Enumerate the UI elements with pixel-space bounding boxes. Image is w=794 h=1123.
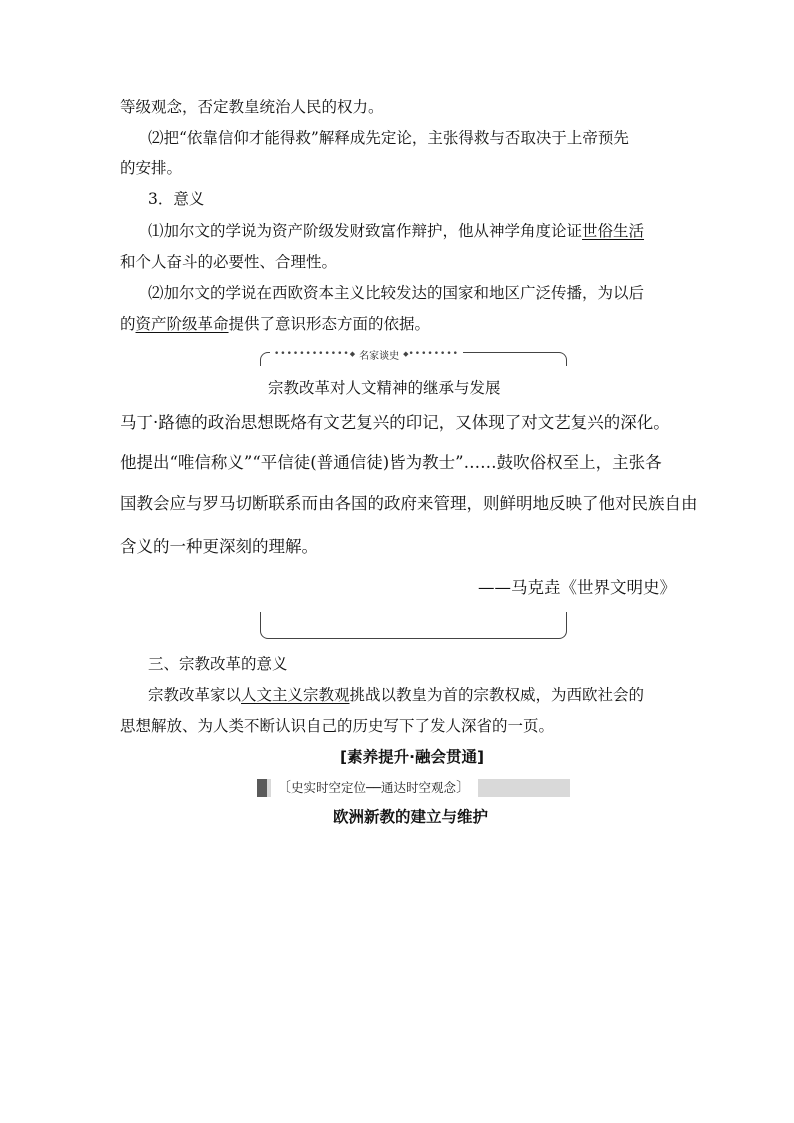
text-line: 的安排。: [120, 159, 183, 177]
quote-line: 含义的一种更深刻的理解。: [120, 537, 318, 556]
quote-badge: [270, 346, 463, 362]
banner-label: [271, 779, 478, 797]
banner-accent: [257, 779, 267, 797]
dots-left: ••••••••••••: [274, 349, 350, 359]
quote-frame-bottom: [260, 612, 567, 639]
quote-line: 他提出“唯信称义”“平信徒(普通信徒)皆为教士”……鼓吹俗权至上，主张各: [120, 453, 662, 472]
text-line: [148, 221, 644, 241]
badge-label: 名家谈史: [359, 350, 400, 362]
diamond-icon: ◆: [403, 350, 409, 358]
quote-title: 宗教改革对人文精神的继承与发展: [268, 379, 501, 397]
bracket-right: 〕: [456, 780, 471, 796]
bracket-left: 〔: [277, 780, 291, 796]
banner-text: 史实时空定位──通达时空观念: [291, 780, 457, 795]
text-span: 提供了意识形态方面的依据。: [228, 315, 431, 333]
text-span: 挑战以教皇为首的宗教权威，为西欧社会的: [349, 686, 645, 704]
quote-line: 国教会应与罗马切断联系而由各国的政府来管理，则鲜明地反映了他对民族自由: [120, 494, 698, 513]
banner: [257, 779, 570, 797]
quote-source: ——马克垚《世界文明史》: [478, 578, 676, 597]
text-line: 和个人奋斗的必要性、合理性。: [120, 253, 338, 271]
quote-line: 马丁·路德的政治思想既烙有文艺复兴的印记，又体现了对文艺复兴的深化。: [120, 413, 670, 432]
text-span: ⑴加尔文的学说为资产阶级发财致富作辩护，他从神学角度论证: [148, 222, 583, 240]
text-line: ⑵把“依靠信仰才能得救”解释成先定论，主张得救与否取决于上帝预先: [148, 129, 629, 147]
promo-title: [素养提升·融会贯通]: [340, 748, 485, 766]
dots-right: ••••••••: [408, 349, 459, 359]
text-line: [120, 314, 430, 334]
text-line: [148, 685, 644, 705]
promo-subtitle: 欧洲新教的建立与维护: [333, 808, 489, 826]
section-heading: 三、宗教改革的意义: [148, 655, 288, 673]
text-span: 的: [120, 315, 136, 333]
underlined-term: 世俗生活: [582, 222, 645, 240]
section-heading: 3．意义: [148, 190, 205, 208]
text-span: 宗教改革家以: [148, 686, 242, 704]
text-line: 思想解放、为人类不断认识自己的历史写下了发人深省的一页。: [120, 717, 555, 735]
diamond-icon: ◆: [349, 350, 356, 358]
text-line: 等级观念，否定教皇统治人民的权力。: [120, 98, 384, 116]
underlined-term: 资产阶级革命: [135, 315, 229, 333]
underlined-term: 人文主义宗教观: [241, 686, 350, 704]
text-line: ⑵加尔文的学说在西欧资本主义比较发达的国家和地区广泛传播，为以后: [148, 284, 645, 302]
